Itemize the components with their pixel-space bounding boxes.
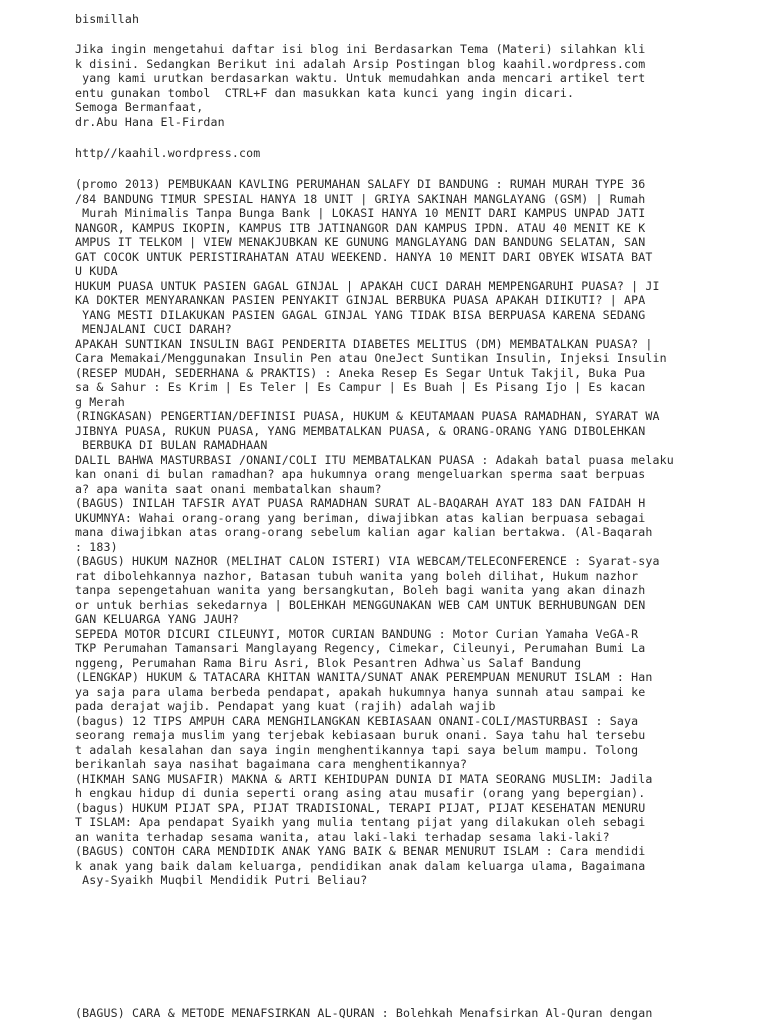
post-line: kan onani di bulan ramadhan? apa hukumnya orang mengeluarkan sperma saat berpuas: [75, 467, 646, 481]
post-line: seorang remaja muslim yang terjebak kebiasaan buruk onani. Saya tahu hal tersebu: [75, 728, 646, 742]
post-line: a? apa wanita saat onani membatalkan shaum?: [75, 481, 382, 496]
post-line: pada derajat wajib. Pendapat yang kuat (rajih) adalah wajib: [75, 699, 496, 713]
post-line: (promo 2013) PEMBUKAAN KAVLING PERUMAHAN SALAFY DI BANDUNG : RUMAH MURAH TYPE 36: [75, 177, 646, 191]
post-line: g Merah: [75, 394, 125, 409]
post-line: DALIL BAHWA MASTURBASI /ONANI/COLI ITU MEMBATALKAN PUASA : Adakah batal puasa melaku: [75, 452, 674, 467]
post-line: (BAGUS) HUKUM NAZHOR (MELIHAT CALON ISTERI) VIA WEBCAM/TELECONFERENCE : Syarat-sya: [75, 554, 660, 568]
post-line: AMPUS IT TELKOM | VIEW MENAKJUBKAN KE GUNUNG MANGLAYANG DAN BANDUNG SELATAN, SAN: [75, 235, 646, 249]
post-line: Murah Minimalis Tanpa Bunga Bank | LOKASI HANYA 10 MENIT DARI KAMPUS UNPAD JATI: [75, 206, 646, 220]
post-line: MENJALANI CUCI DARAH?: [75, 322, 232, 336]
post-line: (LENGKAP) HUKUM & TATACARA KHITAN WANITA/SUNAT ANAK PEREMPUAN MENURUT ISLAM : Han: [75, 670, 653, 684]
post-line: HUKUM PUASA UNTUK PASIEN GAGAL GINJAL | APAKAH CUCI DARAH MEMPENGARUHI PUASA? | JI: [75, 278, 660, 293]
greeting-line: bismillah: [75, 12, 140, 26]
post-line: NANGOR, KAMPUS IKOPIN, KAMPUS ITB JATINANGOR DAN KAMPUS IPDN. ATAU 40 MENIT KE K: [75, 220, 646, 235]
post-line: UKUMNYA: Wahai orang-orang yang beriman, diwajibkan atas kalian berpuasa sebagai: [75, 510, 646, 525]
post-line: SEPEDA MOTOR DICURI CILEUNYI, MOTOR CURIAN BANDUNG : Motor Curian Yamaha VeGA-R: [75, 626, 639, 641]
intro-line: Jika ingin mengetahui daftar isi blog ini Berdasarkan Tema (Materi) silahkan kli: [75, 42, 646, 56]
post-line: /84 BANDUNG TIMUR SPESIAL HANYA 18 UNIT | GRIYA SAKINAH MANGLAYANG (GSM) | Rumah: [75, 191, 646, 206]
intro-line: Semoga Bermanfaat,: [75, 100, 204, 114]
intro-line: k disini. Sedangkan Berikut ini adalah Arsip Postingan blog kaahil.wordpress.com: [75, 56, 646, 71]
intro-line: yang kami urutkan berdasarkan waktu. Untuk memudahkan anda mencari artikel tert: [75, 71, 646, 85]
post-line: an wanita terhadap sesama wanita, atau laki-laki terhadap sesama laki-laki?: [75, 829, 610, 844]
post-line: t adalah kesalahan dan saya ingin menghentikannya tapi saya belum mampu. Tolong: [75, 742, 639, 757]
post-line: (RESEP MUDAH, SEDERHANA & PRAKTIS) : Aneka Resep Es Segar Untuk Takjil, Buka Pua: [75, 365, 646, 380]
post-line: h engkau hidup di dunia seperti orang asing atau musafir (orang yang bepergian).: [75, 786, 646, 800]
post-line: (HIKMAH SANG MUSAFIR) MAKNA & ARTI KEHIDUPAN DUNIA DI MATA SEORANG MUSLIM: Jadila: [75, 771, 653, 786]
post-line: Asy-Syaikh Muqbil Mendidik Putri Beliau?: [75, 873, 368, 887]
intro-line: entu gunakan tombol CTRL+F dan masukkan kata kunci yang ingin dicari.: [75, 85, 575, 100]
post-line: : 183): [75, 539, 118, 554]
post-line: GAN KELUARGA YANG JAUH?: [75, 612, 239, 626]
post-archive-list: [75, 177, 674, 888]
post-line: YANG MESTI DILAKUKAN PASIEN GAGAL GINJAL YANG TIDAK BISA BERPUASA KARENA SEDANG: [75, 307, 646, 322]
post-line: JIBNYA PUASA, RUKUN PUASA, YANG MEMBATALKAN PUASA, & ORANG-ORANG YANG DIBOLEHKAN: [75, 423, 646, 438]
post-line: nggeng, Perumahan Rama Biru Asri, Blok Pesantren Adhwa`us Salaf Bandung: [75, 655, 582, 670]
post-line: U KUDA: [75, 264, 118, 278]
footer-post-line: (BAGUS) CARA & METODE MENAFSIRKAN AL-QURAN : Bolehkah Menafsirkan Al-Quran dengan: [75, 1006, 653, 1020]
greeting: [75, 12, 139, 27]
intro-line: dr.Abu Hana El-Firdan: [75, 114, 225, 129]
post-line: k anak yang baik dalam keluarga, pendidikan anak dalam keluarga ulama, Bagaimana: [75, 858, 646, 873]
post-line: tanpa sepengetahuan wanita yang bersangkutan, Boleh bagi wanita yang akan dinazh: [75, 583, 646, 597]
post-line: rat dibolehkannya nazhor, Batasan tubuh wanita yang boleh dilihat, Hukum nazhor: [75, 568, 639, 583]
post-line: berikanlah saya nasihat bagaimana cara menghentikannya?: [75, 757, 468, 771]
post-line: KA DOKTER MENYARANKAN PASIEN PENYAKIT GINJAL BERBUKA PUASA APAKAH DIIKUTI? | APA: [75, 293, 646, 307]
post-line: T ISLAM: Apa pendapat Syaikh yang mulia tentang pijat yang dilakukan oleh sebagi: [75, 815, 646, 829]
post-line: or untuk berhias sekedarnya | BOLEHKAH MENGGUNAKAN WEB CAM UNTUK BERHUBUNGAN DEN: [75, 597, 646, 612]
post-line: APAKAH SUNTIKAN INSULIN BAGI PENDERITA DIABETES MELITUS (DM) MEMBATALKAN PUASA? |: [75, 336, 653, 351]
post-line: TKP Perumahan Tamansari Manglayang Regency, Cimekar, Cileunyi, Perumahan Bumi La: [75, 641, 646, 655]
post-line: sa & Sahur : Es Krim | Es Teler | Es Campur | Es Buah | Es Pisang Ijo | Es kacan: [75, 380, 646, 394]
post-line: (bagus) 12 TIPS AMPUH CARA MENGHILANGKAN KEBIASAAN ONANI-COLI/MASTURBASI : Saya: [75, 713, 639, 728]
post-line: GAT COCOK UNTUK PERISTIRAHATAN ATAU WEEKEND. HANYA 10 MENIT DARI OBYEK WISATA BAT: [75, 249, 653, 264]
blog-url: [75, 146, 260, 161]
post-line: (bagus) HUKUM PIJAT SPA, PIJAT TRADISIONAL, TERAPI PIJAT, PIJAT KESEHATAN MENURU: [75, 800, 646, 815]
post-line: (BAGUS) INILAH TAFSIR AYAT PUASA RAMADHAN SURAT AL-BAQARAH AYAT 183 DAN FAIDAH H: [75, 496, 646, 510]
blog-url-text: http//kaahil.wordpress.com: [75, 146, 261, 160]
post-line: BERBUKA DI BULAN RAMADHAAN: [75, 438, 268, 452]
footer-post: [75, 1006, 653, 1021]
intro-paragraph: [75, 42, 645, 129]
post-line: (BAGUS) CONTOH CARA MENDIDIK ANAK YANG BAIK & BENAR MENURUT ISLAM : Cara mendidi: [75, 844, 646, 858]
post-line: ya saja para ulama berbeda pendapat, apakah hukumnya hanya sunnah atau sampai ke: [75, 684, 646, 699]
post-line: mana diwajibkan atas orang-orang sebelum kalian agar kalian bertakwa. (Al-Baqarah: [75, 525, 653, 539]
post-line: Cara Memakai/Menggunakan Insulin Pen atau OneJect Suntikan Insulin, Injeksi Insulin: [75, 351, 667, 365]
post-line: (RINGKASAN) PENGERTIAN/DEFINISI PUASA, HUKUM & KEUTAMAAN PUASA RAMADHAN, SYARAT WA: [75, 409, 660, 423]
